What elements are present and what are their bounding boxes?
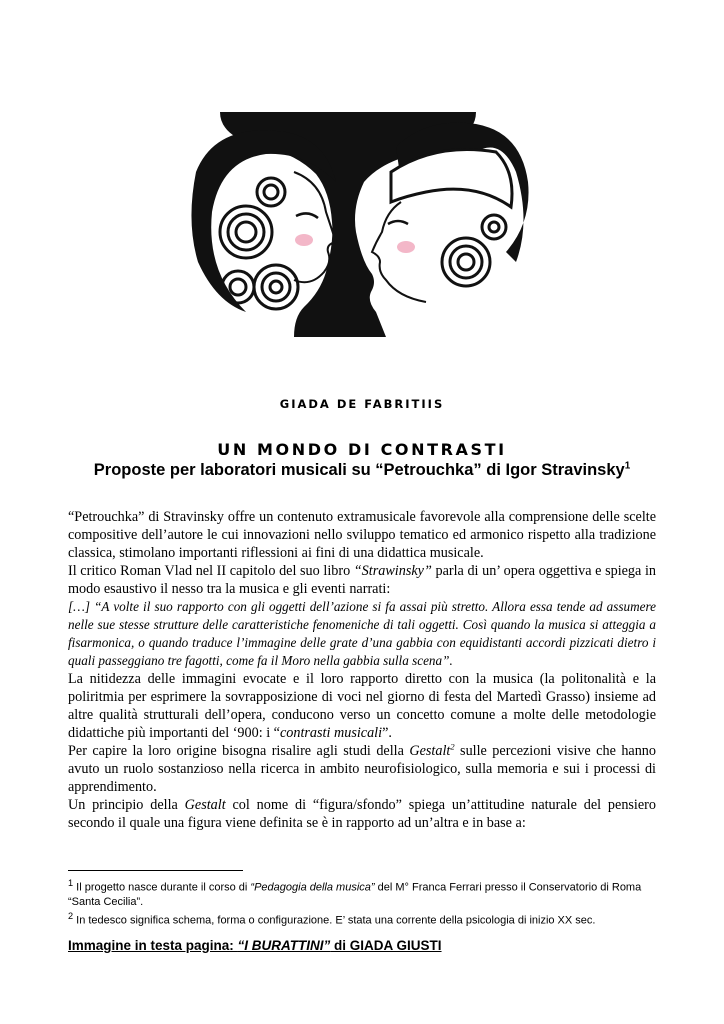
- text-span: col nome di “figura/sfondo” spiega un’attitudine naturale del pensiero secondo il quale una figura viene definita se è in rapporto ad un’altra e in base a:: [68, 797, 656, 831]
- two-faces-vase-illustration-icon: [176, 112, 534, 337]
- footnote-2: [68, 909, 658, 928]
- author-name: GIADA DE FABRITIIS: [279, 397, 445, 411]
- text-span: parla di un’ opera oggettiva e spiega in modo esaustivo il nesso tra la musica e gli eventi narrati:: [68, 563, 656, 597]
- term-contrasti: contrasti musicali: [279, 725, 383, 741]
- body-text: [68, 508, 656, 832]
- footnote-number: 2: [68, 910, 74, 921]
- paragraph-figure-ground: [68, 796, 656, 832]
- block-quote: […] “A volte il suo rapporto con gli oggetti dell’azione si fa assai più stretto. Allora essa tende ad assumere nelle sue stesse strutture delle caratteristiche fenomeniche di tali oggetti. Così quando la musica si atteggia a fisarmonica, o quando traduce l’immagine delle grate d’una gabbia con equidistanti accordi pizzicati dietro i quali passeggiano tre fagotti, come fa il Moro nella gabbia sulla scena”.: [68, 599, 656, 668]
- document-subtitle: [0, 461, 724, 480]
- caption-suffix: di GIADA GIUSTI: [330, 938, 442, 953]
- text-span: del M° Franca Ferrari presso il Conservatorio di Roma “Santa Cecilia”.: [68, 881, 642, 908]
- right-cheek-icon: [397, 241, 415, 253]
- text-span: ”.: [382, 725, 392, 741]
- left-cheek-icon: [295, 234, 313, 246]
- text-span: La nitidezza delle immagini evocate e il loro rapporto diretto con la musica (la politonalità e la poliritmia per esprimere la sovrapposizione di voci nel giorno di festa del Martedì Grasso) insieme ad altre qualità strutturali dell’opera, conducono verso un concetto comune a molte delle metodologie didattiche più importanti del ‘900: i “: [68, 671, 656, 741]
- text-span: Per capire la loro origine bisogna risalire agli studi della: [68, 743, 410, 759]
- text-span: Il critico Roman Vlad nel II capitolo del suo libro: [68, 563, 354, 579]
- paragraph-intro: “Petrouchka” di Stravinsky offre un contenuto extramusicale favorevole alla comprensione delle scelte compositive dell’autore le cui innovazioni nello sviluppo tematico ed armonico rispetto alla tradizione classica, stimolano importanti riflessioni ai fini di una didattica musicale.: [68, 509, 656, 561]
- book-title: “Strawinsky”: [353, 563, 432, 579]
- term-gestalt: Gestalt: [184, 797, 226, 813]
- paragraph-gestalt: [68, 742, 656, 796]
- subtitle-text: Proposte per laboratori musicali su “Petrouchka” di Igor Stravinsky: [93, 461, 625, 479]
- footnotes: [68, 876, 658, 927]
- footnote-ref-1[interactable]: 1: [624, 460, 631, 472]
- text-span: sulle percezioni visive che hanno avuto un ruolo sostanzioso nella ricerca in ambito neurofisiologico, sulla memoria e sui i processi di apprendimento.: [68, 743, 656, 795]
- footnote-ref-2[interactable]: 2: [450, 741, 455, 752]
- paragraph-vlad: [68, 562, 656, 598]
- caption-work: “I BURATTINI”: [237, 938, 331, 953]
- document-title: UN MONDO DI CONTRASTI: [217, 440, 507, 459]
- paragraph-contrasts: [68, 670, 656, 742]
- term-gestalt: Gestalt: [409, 743, 451, 759]
- footnote-number: 1: [68, 878, 74, 888]
- caption-prefix: Immagine in testa pagina:: [68, 938, 238, 953]
- text-span: Un principio della: [68, 797, 185, 813]
- text-span: In tedesco significa schema, forma o configurazione. E’ stata una corrente della psicologia di inizio XX sec.: [73, 914, 596, 927]
- course-title: “Pedagogia della musica”: [250, 881, 375, 894]
- image-caption: [68, 938, 442, 953]
- footnote-1: [68, 876, 658, 909]
- footnote-divider: [68, 870, 243, 871]
- text-span: Il progetto nasce durante il corso di: [73, 881, 251, 894]
